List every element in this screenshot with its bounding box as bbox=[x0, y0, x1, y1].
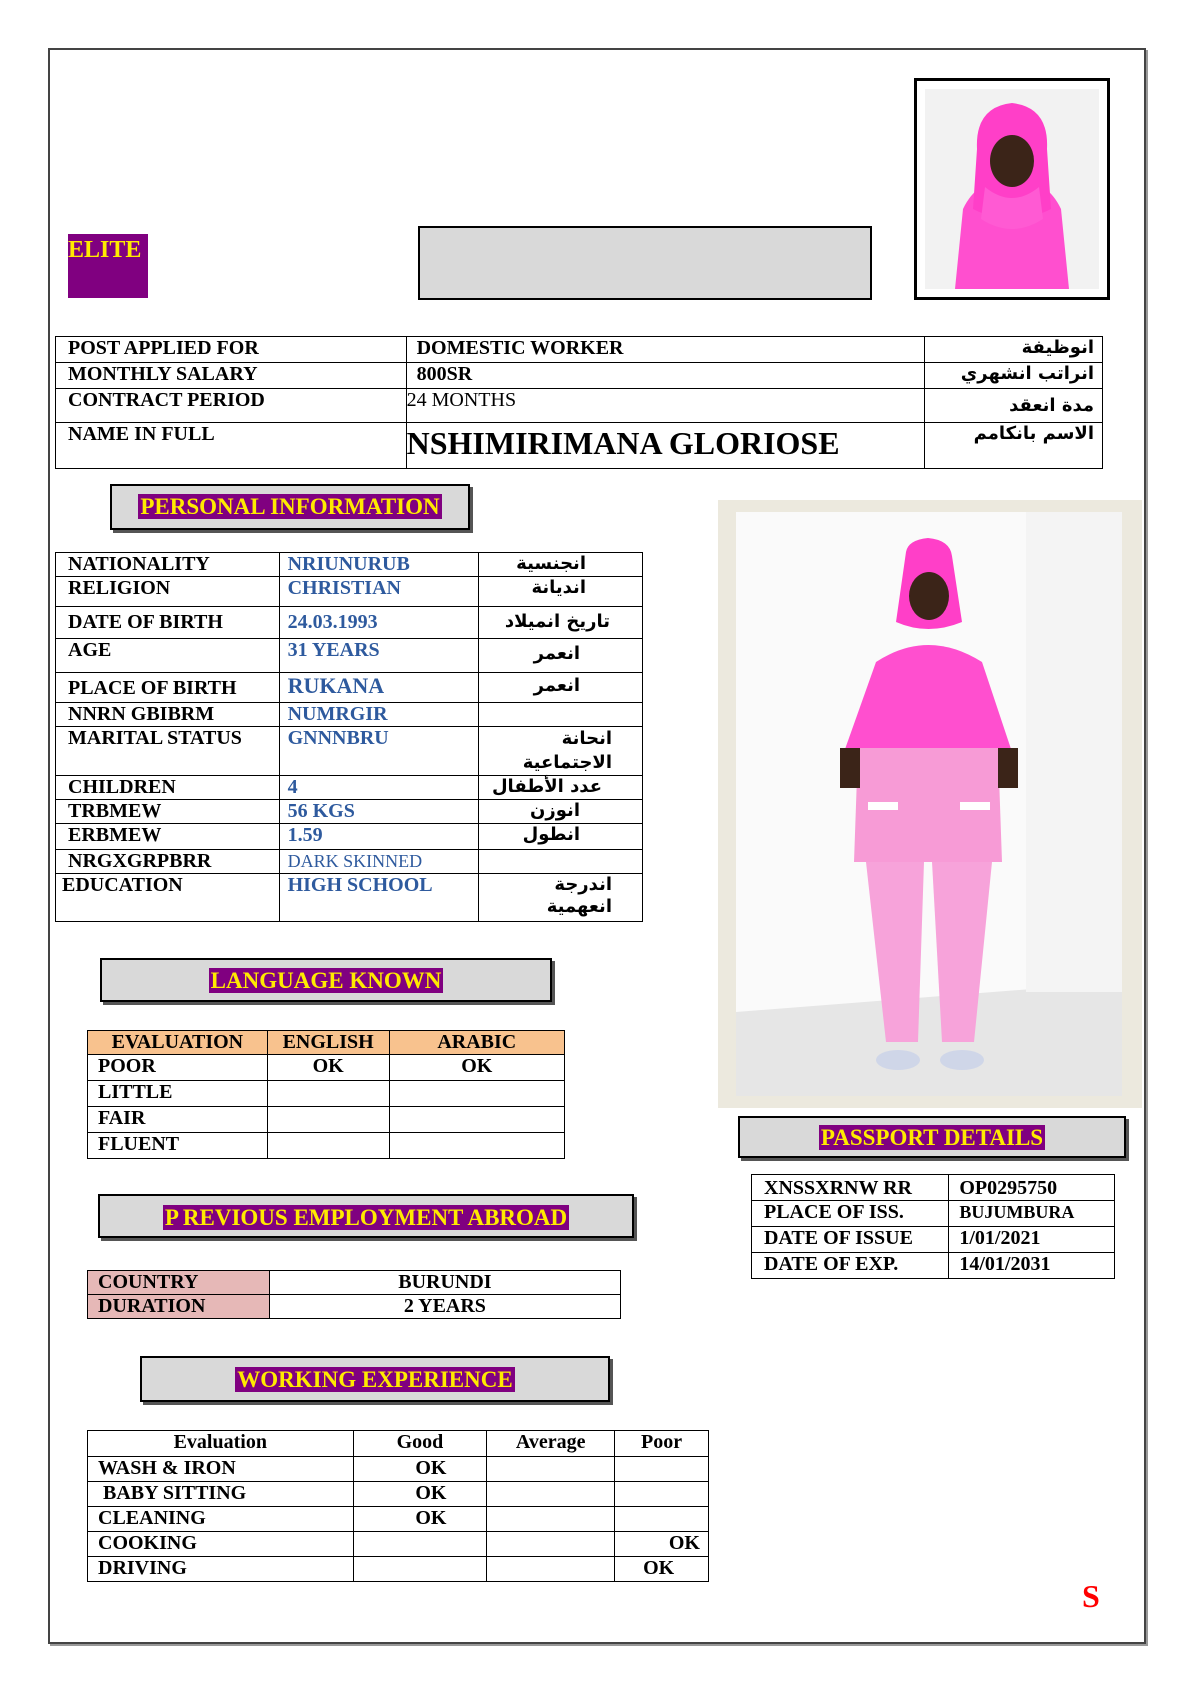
contract-arabic: مدة انعقد bbox=[925, 389, 1103, 423]
exp-poor-value bbox=[615, 1457, 709, 1482]
children-arabic: عدد الأطفال bbox=[479, 776, 643, 800]
children-label: CHILDREN bbox=[56, 776, 280, 800]
salary-label: MONTHLY SALARY bbox=[56, 363, 407, 389]
field6-arabic bbox=[479, 703, 643, 727]
place-of-issue-value: BUJUMBURA bbox=[949, 1201, 1115, 1227]
field11-label: NRGXGRPBRR bbox=[56, 850, 280, 874]
education-label: EDUCATION bbox=[56, 874, 280, 922]
weight-arabic: انوزن bbox=[479, 800, 643, 824]
exp-good-value bbox=[353, 1532, 487, 1557]
lang-level: LITTLE bbox=[88, 1081, 268, 1107]
lang-english-value bbox=[267, 1107, 389, 1133]
prev-country-value: BURUNDI bbox=[269, 1271, 620, 1295]
prev-duration-label: DURATION bbox=[88, 1295, 270, 1319]
passport-no-label: XNSSXRNW RR bbox=[752, 1175, 949, 1201]
date-of-issue-label: DATE OF ISSUE bbox=[752, 1227, 949, 1253]
working-experience-table bbox=[87, 1430, 709, 1582]
height-value: 1.59 bbox=[279, 824, 479, 850]
children-value: 4 bbox=[279, 776, 479, 800]
date-of-exp-label: DATE OF EXP. bbox=[752, 1253, 949, 1279]
exp-average-value bbox=[487, 1532, 615, 1557]
blank-name-box bbox=[418, 226, 872, 300]
exp-col-evaluation: Evaluation bbox=[88, 1431, 354, 1457]
prev-country-label: COUNTRY bbox=[88, 1271, 270, 1295]
field11-arabic bbox=[479, 850, 643, 874]
lang-level: POOR bbox=[88, 1055, 268, 1081]
exp-skill: WASH & IRON bbox=[88, 1457, 354, 1482]
portrait-photo bbox=[914, 78, 1110, 300]
lang-col-evaluation: EVALUATION bbox=[88, 1031, 268, 1055]
lang-english-value: OK bbox=[267, 1055, 389, 1081]
exp-skill: BABY SITTING bbox=[88, 1482, 354, 1507]
lang-arabic-value bbox=[389, 1107, 564, 1133]
exp-poor-value: OK bbox=[615, 1557, 709, 1582]
exp-skill: CLEANING bbox=[88, 1507, 354, 1532]
lang-arabic-value bbox=[389, 1133, 564, 1159]
marital-arabic: انحانة الاجتماعية bbox=[479, 727, 643, 776]
post-label: POST APPLIED FOR bbox=[56, 337, 407, 363]
field6-value: NUMRGIR bbox=[279, 703, 479, 727]
weight-value: 56 KGS bbox=[279, 800, 479, 824]
religion-value: CHRISTIAN bbox=[279, 577, 479, 607]
exp-average-value bbox=[487, 1507, 615, 1532]
dob-value: 24.03.1993 bbox=[279, 607, 479, 639]
field10-label: ERBMEW bbox=[56, 824, 280, 850]
passport-table bbox=[751, 1174, 1115, 1279]
exp-good-value: OK bbox=[353, 1457, 487, 1482]
date-of-issue-value: 1/01/2021 bbox=[949, 1227, 1115, 1253]
prev-duration-value: 2 YEARS bbox=[269, 1295, 620, 1319]
height-arabic: انطول bbox=[479, 824, 643, 850]
marital-value: GNNNBRU bbox=[279, 727, 479, 776]
field6-label: NNRN GBIBRM bbox=[56, 703, 280, 727]
education-arabic: اندرجة انعهمية bbox=[479, 874, 643, 922]
lang-arabic-value: OK bbox=[389, 1055, 564, 1081]
working-exp-title: WORKING EXPERIENCE bbox=[237, 1367, 513, 1392]
language-table bbox=[87, 1030, 565, 1159]
personal-info-header bbox=[110, 484, 470, 530]
exp-col-average: Average bbox=[487, 1431, 615, 1457]
personal-info-title: PERSONAL INFORMATION bbox=[140, 494, 440, 519]
education-value: HIGH SCHOOL bbox=[279, 874, 479, 922]
pob-label: PLACE OF BIRTH bbox=[56, 673, 280, 703]
age-arabic: انعمر bbox=[479, 639, 643, 673]
marital-label: MARITAL STATUS bbox=[56, 727, 280, 776]
passport-title: PASSPORT DETAILS bbox=[820, 1125, 1044, 1150]
lang-arabic-value bbox=[389, 1081, 564, 1107]
previous-employment-table bbox=[87, 1270, 621, 1319]
field9-label: TRBMEW bbox=[56, 800, 280, 824]
personal-info-table bbox=[55, 552, 643, 922]
exp-poor-value bbox=[615, 1482, 709, 1507]
language-title: LANGUAGE KNOWN bbox=[210, 968, 442, 993]
date-of-exp-value: 14/01/2031 bbox=[949, 1253, 1115, 1279]
passport-header bbox=[738, 1116, 1126, 1158]
exp-poor-value: OK bbox=[615, 1532, 709, 1557]
portrait-illustration bbox=[925, 89, 1099, 289]
full-body-photo bbox=[718, 500, 1142, 1108]
fullname-label: NAME IN FULL bbox=[56, 423, 407, 469]
lang-english-value bbox=[267, 1133, 389, 1159]
exp-good-value: OK bbox=[353, 1482, 487, 1507]
exp-skill: DRIVING bbox=[88, 1557, 354, 1582]
full-body-illustration bbox=[736, 512, 1122, 1096]
lang-col-arabic: ARABIC bbox=[389, 1031, 564, 1055]
exp-average-value bbox=[487, 1482, 615, 1507]
lang-english-value bbox=[267, 1081, 389, 1107]
exp-col-poor: Poor bbox=[615, 1431, 709, 1457]
working-experience-header bbox=[140, 1356, 610, 1402]
religion-label: RELIGION bbox=[56, 577, 280, 607]
complexion-value: DARK SKINNED bbox=[279, 850, 479, 874]
exp-poor-value bbox=[615, 1507, 709, 1532]
age-value: 31 YEARS bbox=[279, 639, 479, 673]
post-value: DOMESTIC WORKER bbox=[406, 337, 925, 363]
prev-emp-title-rest: REVIOUS EMPLOYMENT ABROAD bbox=[182, 1205, 568, 1230]
fullname-value: NSHIMIRIMANA GLORIOSE bbox=[406, 423, 925, 469]
place-of-issue-label: PLACE OF ISS. bbox=[752, 1201, 949, 1227]
salary-arabic: انراتب انشهري bbox=[925, 363, 1103, 389]
passport-no-value: OP0295750 bbox=[949, 1175, 1115, 1201]
agency-logo: ELITE bbox=[68, 234, 148, 298]
nationality-value: NRIUNURUB bbox=[279, 553, 479, 577]
dob-arabic: تاريخ انميلاد bbox=[479, 607, 643, 639]
post-arabic: انوظيفة bbox=[925, 337, 1103, 363]
main-info-table bbox=[55, 336, 1103, 469]
exp-good-value: OK bbox=[353, 1507, 487, 1532]
lang-level: FLUENT bbox=[88, 1133, 268, 1159]
contract-label: CONTRACT PERIOD bbox=[56, 389, 407, 423]
language-header bbox=[100, 958, 552, 1002]
dob-label: DATE OF BIRTH bbox=[56, 607, 280, 639]
corner-mark: S bbox=[1082, 1578, 1100, 1614]
religion-arabic: انديانة bbox=[479, 577, 643, 607]
pob-arabic: انعمر bbox=[479, 673, 643, 703]
pob-value: RUKANA bbox=[279, 673, 479, 703]
nationality-arabic: انجنسية bbox=[479, 553, 643, 577]
fullname-arabic: الاسم بانكامم bbox=[925, 423, 1103, 469]
salary-value: 800SR bbox=[406, 363, 925, 389]
exp-average-value bbox=[487, 1457, 615, 1482]
nationality-label: NATIONALITY bbox=[56, 553, 280, 577]
lang-level: FAIR bbox=[88, 1107, 268, 1133]
exp-skill: COOKING bbox=[88, 1532, 354, 1557]
previous-employment-header bbox=[98, 1194, 634, 1238]
lang-col-english: ENGLISH bbox=[267, 1031, 389, 1055]
exp-good-value bbox=[353, 1557, 487, 1582]
exp-col-good: Good bbox=[353, 1431, 487, 1457]
contract-value: 24 MONTHS bbox=[406, 389, 925, 423]
exp-average-value bbox=[487, 1557, 615, 1582]
age-label: AGE bbox=[56, 639, 280, 673]
prev-emp-title-first: P bbox=[164, 1205, 179, 1230]
